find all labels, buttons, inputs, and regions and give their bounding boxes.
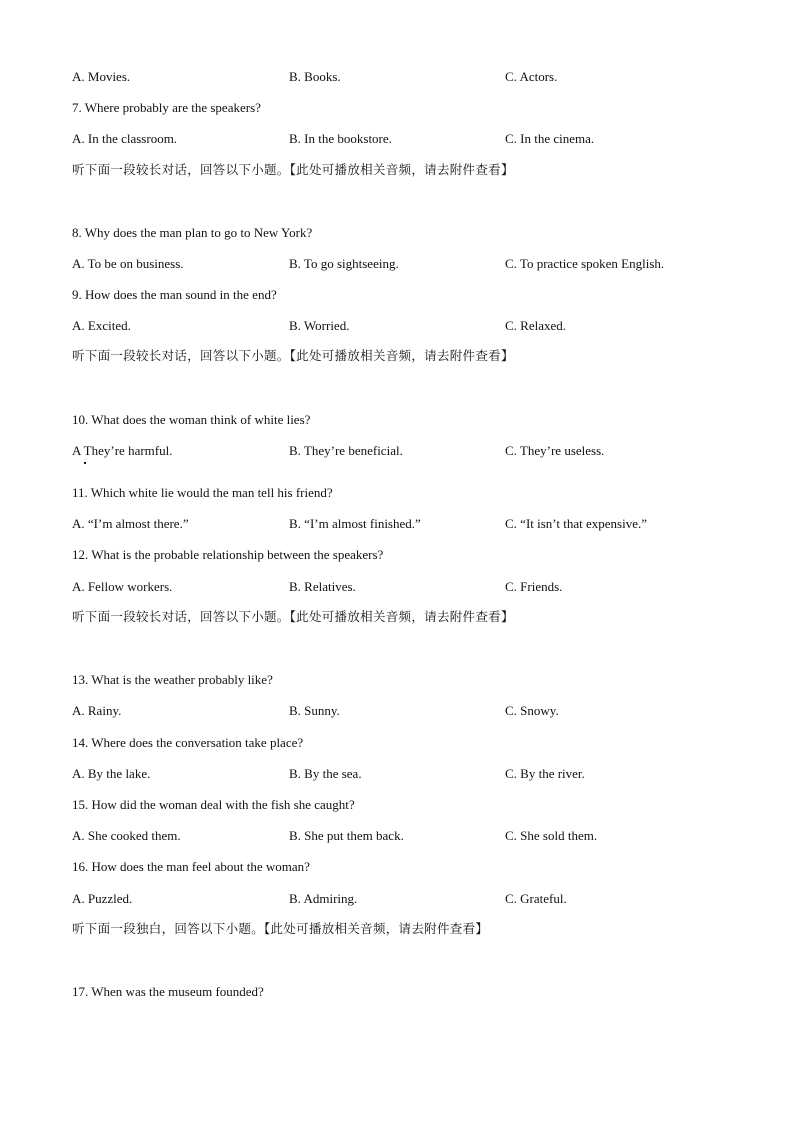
question-12: 12. What is the probable relationship between the speakers? xyxy=(72,547,384,562)
audio-instruction: 听下面一段较长对话，回答以下小题。【此处可播放相关音频，请去附件查看】 xyxy=(72,348,514,363)
audio-instruction: 听下面一段较长对话，回答以下小题。【此处可播放相关音频，请去附件查看】 xyxy=(72,162,514,177)
question-13: 13. What is the weather probably like? xyxy=(72,672,273,687)
option-a: A. “I’m almost there.” xyxy=(72,516,189,531)
option-c: C. Relaxed. xyxy=(505,318,567,333)
stray-dot xyxy=(84,462,86,464)
option-a: A. To be on business. xyxy=(72,256,184,271)
option-a: A. Movies. xyxy=(72,69,131,84)
option-c: C. They’re useless. xyxy=(505,443,605,458)
question-7: 7. Where probably are the speakers? xyxy=(72,100,261,115)
question-9: 9. How does the man sound in the end? xyxy=(72,287,277,302)
option-a: A. Fellow workers. xyxy=(72,579,173,594)
question-11: 11. Which white lie would the man tell his friend? xyxy=(72,485,333,500)
option-c: C. Grateful. xyxy=(505,891,567,906)
question-16: 16. How does the man feel about the woman? xyxy=(72,859,310,874)
option-b: B. Worried. xyxy=(289,318,350,333)
option-b: B. They’re beneficial. xyxy=(289,443,403,458)
option-a: A They’re harmful. xyxy=(72,443,173,458)
option-a: A. Puzzled. xyxy=(72,891,133,906)
option-a: A. In the classroom. xyxy=(72,131,178,146)
audio-instruction: 听下面一段独白，回答以下小题。【此处可播放相关音频，请去附件查看】 xyxy=(72,921,489,936)
question-8: 8. Why does the man plan to go to New York? xyxy=(72,225,313,240)
option-b: B. By the sea. xyxy=(289,766,362,781)
option-b: B. Books. xyxy=(289,69,341,84)
option-c: C. In the cinema. xyxy=(505,131,595,146)
option-c: C. She sold them. xyxy=(505,828,598,843)
option-c: C. Actors. xyxy=(505,69,558,84)
option-a: A. Rainy. xyxy=(72,703,122,718)
option-b: B. Sunny. xyxy=(289,703,340,718)
option-b: B. Relatives. xyxy=(289,579,356,594)
question-17: 17. When was the museum founded? xyxy=(72,984,264,999)
question-14: 14. Where does the conversation take place? xyxy=(72,735,304,750)
option-b: B. She put them back. xyxy=(289,828,404,843)
option-c: C. Snowy. xyxy=(505,703,559,718)
option-c: C. “It isn’t that expensive.” xyxy=(505,516,648,531)
option-a: A. By the lake. xyxy=(72,766,151,781)
audio-instruction: 听下面一段较长对话，回答以下小题。【此处可播放相关音频，请去附件查看】 xyxy=(72,609,514,624)
option-b: B. In the bookstore. xyxy=(289,131,392,146)
option-c: C. By the river. xyxy=(505,766,585,781)
question-10: 10. What does the woman think of white lies? xyxy=(72,412,311,427)
option-a: A. Excited. xyxy=(72,318,131,333)
option-b: B. “I’m almost finished.” xyxy=(289,516,421,531)
option-c: C. Friends. xyxy=(505,579,563,594)
option-b: B. To go sightseeing. xyxy=(289,256,399,271)
question-15: 15. How did the woman deal with the fish she caught? xyxy=(72,797,355,812)
option-a: A. She cooked them. xyxy=(72,828,181,843)
option-b: B. Admiring. xyxy=(289,891,358,906)
option-c: C. To practice spoken English. xyxy=(505,256,665,271)
